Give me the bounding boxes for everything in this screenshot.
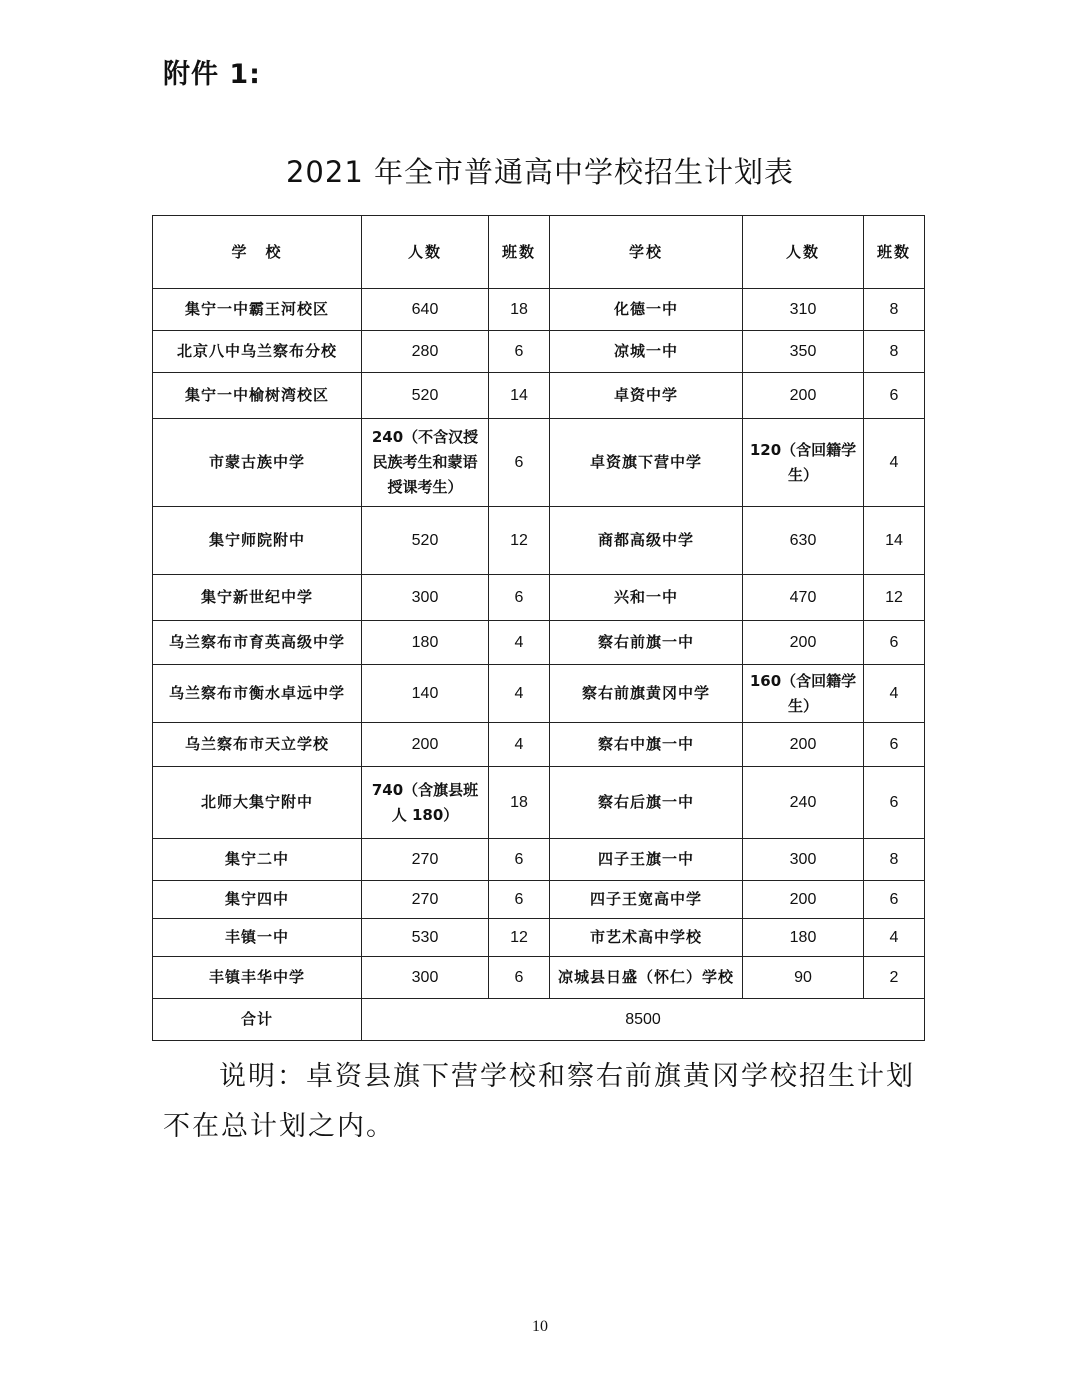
student-count: 310 (743, 289, 864, 331)
school-name: 集宁新世纪中学 (153, 575, 362, 621)
school-name: 丰镇一中 (153, 919, 362, 957)
student-count: 180 (743, 919, 864, 957)
class-count: 4 (489, 621, 550, 665)
class-count: 8 (864, 289, 925, 331)
class-count: 4 (864, 665, 925, 723)
school-name: 集宁师院附中 (153, 507, 362, 575)
header-classes: 班数 (489, 216, 550, 289)
school-name: 集宁四中 (153, 881, 362, 919)
table-row (153, 723, 925, 767)
attachment-label: 附件 1: (163, 59, 261, 90)
school-name: 察右前旗黄冈中学 (550, 665, 743, 723)
school-name: 集宁一中榆树湾校区 (153, 373, 362, 419)
student-count: 280 (362, 331, 489, 373)
school-name: 乌兰察布市衡水卓远中学 (153, 665, 362, 723)
class-count: 12 (489, 507, 550, 575)
class-count: 6 (489, 957, 550, 999)
class-count: 6 (489, 881, 550, 919)
school-name: 乌兰察布市天立学校 (153, 723, 362, 767)
enrollment-plan-table (152, 215, 925, 1041)
class-count: 14 (864, 507, 925, 575)
school-name: 化德一中 (550, 289, 743, 331)
header-count: 人数 (743, 216, 864, 289)
student-count: 160（含回籍学生） (743, 665, 864, 723)
table-row (153, 767, 925, 839)
student-count: 200 (743, 373, 864, 419)
class-count: 18 (489, 767, 550, 839)
table-row (153, 575, 925, 621)
student-count: 630 (743, 507, 864, 575)
table-row (153, 665, 925, 723)
class-count: 4 (489, 665, 550, 723)
school-name: 丰镇丰华中学 (153, 957, 362, 999)
school-name: 卓资中学 (550, 373, 743, 419)
student-count: 530 (362, 919, 489, 957)
student-count: 200 (743, 723, 864, 767)
table-row (153, 373, 925, 419)
school-name: 察右前旗一中 (550, 621, 743, 665)
student-count: 470 (743, 575, 864, 621)
school-name: 四子王旗一中 (550, 839, 743, 881)
student-count: 520 (362, 373, 489, 419)
student-count: 200 (743, 881, 864, 919)
class-count: 12 (864, 575, 925, 621)
header-count: 人数 (362, 216, 489, 289)
table-row (153, 839, 925, 881)
school-name: 北京八中乌兰察布分校 (153, 331, 362, 373)
school-name: 商都高级中学 (550, 507, 743, 575)
table-row (153, 881, 925, 919)
student-count: 120（含回籍学生） (743, 419, 864, 507)
student-count: 350 (743, 331, 864, 373)
school-name: 集宁二中 (153, 839, 362, 881)
student-count: 300 (362, 575, 489, 621)
school-name: 察右中旗一中 (550, 723, 743, 767)
class-count: 14 (489, 373, 550, 419)
school-name: 察右后旗一中 (550, 767, 743, 839)
class-count: 8 (864, 839, 925, 881)
school-name: 市蒙古族中学 (153, 419, 362, 507)
school-name: 兴和一中 (550, 575, 743, 621)
school-name: 市艺术高中学校 (550, 919, 743, 957)
student-count: 200 (362, 723, 489, 767)
school-name: 凉城县日盛（怀仁）学校 (550, 957, 743, 999)
class-count: 12 (489, 919, 550, 957)
page-number: 10 (532, 1318, 548, 1335)
student-count: 240 (743, 767, 864, 839)
table-row (153, 919, 925, 957)
table-row (153, 289, 925, 331)
table-row (153, 957, 925, 999)
class-count: 6 (864, 723, 925, 767)
student-count: 270 (362, 839, 489, 881)
table-row (153, 621, 925, 665)
school-name: 四子王宽高中学 (550, 881, 743, 919)
student-count: 300 (362, 957, 489, 999)
student-count: 300 (743, 839, 864, 881)
header-classes: 班数 (864, 216, 925, 289)
student-count: 140 (362, 665, 489, 723)
school-name: 凉城一中 (550, 331, 743, 373)
table-title: 2021 年全市普通高中学校招生计划表 (285, 155, 795, 189)
class-count: 4 (864, 419, 925, 507)
student-count: 90 (743, 957, 864, 999)
student-count: 240（不含汉授民族考生和蒙语授课考生） (362, 419, 489, 507)
student-count: 740（含旗县班人 180） (362, 767, 489, 839)
class-count: 4 (864, 919, 925, 957)
class-count: 6 (489, 575, 550, 621)
class-count: 6 (864, 373, 925, 419)
total-value: 8500 (362, 999, 925, 1041)
class-count: 6 (489, 331, 550, 373)
school-name: 北师大集宁附中 (153, 767, 362, 839)
class-count: 18 (489, 289, 550, 331)
school-name: 卓资旗下营中学 (550, 419, 743, 507)
student-count: 640 (362, 289, 489, 331)
total-label: 合计 (153, 999, 362, 1041)
school-name: 乌兰察布市育英高级中学 (153, 621, 362, 665)
student-count: 270 (362, 881, 489, 919)
class-count: 4 (489, 723, 550, 767)
table-row (153, 419, 925, 507)
school-name: 集宁一中霸王河校区 (153, 289, 362, 331)
class-count: 6 (489, 419, 550, 507)
header-school: 学校 (550, 216, 743, 289)
header-school: 学 校 (153, 216, 362, 289)
class-count: 6 (864, 621, 925, 665)
class-count: 6 (864, 767, 925, 839)
student-count: 520 (362, 507, 489, 575)
total-row (153, 999, 925, 1041)
student-count: 200 (743, 621, 864, 665)
class-count: 6 (864, 881, 925, 919)
header-row (153, 216, 925, 289)
class-count: 6 (489, 839, 550, 881)
class-count: 2 (864, 957, 925, 999)
class-count: 8 (864, 331, 925, 373)
explanatory-note: 说明：卓资县旗下营学校和察右前旗黄冈学校招生计划不在总计划之内。 (163, 1061, 915, 1142)
student-count: 180 (362, 621, 489, 665)
table-row (153, 507, 925, 575)
table-row (153, 331, 925, 373)
